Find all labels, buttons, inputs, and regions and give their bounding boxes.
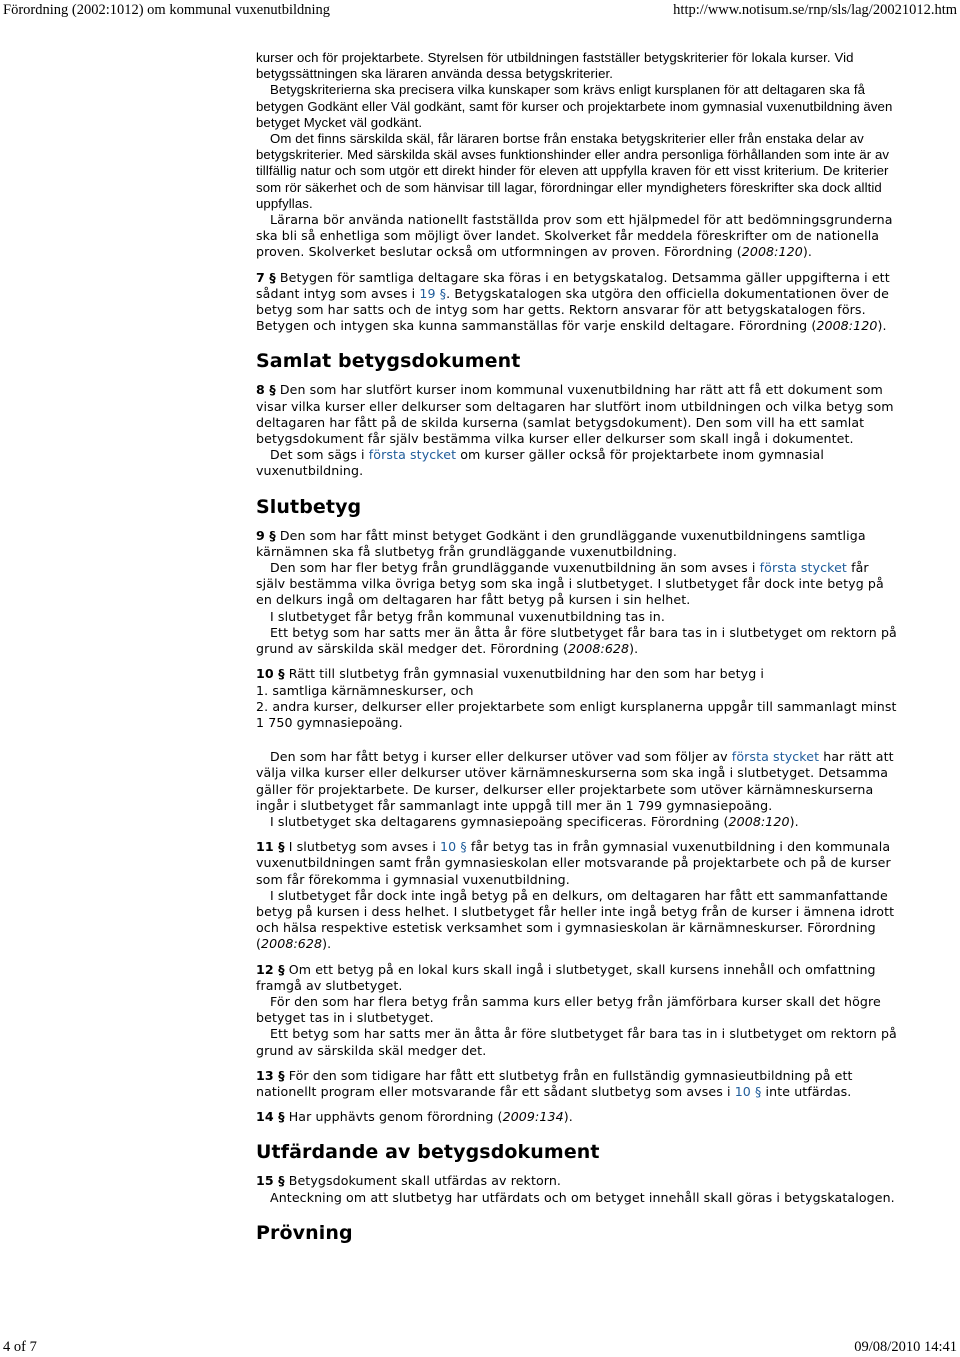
section-15: 15 § Betygsdokument skall utfärdas av rektorn.: [256, 1173, 562, 1189]
sfs-reference: 2008:628: [261, 936, 323, 952]
print-timestamp: 09/08/2010 14:41: [854, 1339, 957, 1355]
paragraph: Det som sägs i första stycket om kurser gäller också för projektarbete inom gymnasial vuxenutbildning.: [256, 447, 824, 479]
paragraph: Anteckning om att slutbetyg har utfärdats och om betyget innehåll skall göras i betygskatalogen.: [270, 1189, 895, 1205]
paragraph-link[interactable]: första stycket: [731, 749, 820, 765]
page-url[interactable]: http://www.notisum.se/rnp/sls/lag/20021012.htm: [673, 2, 957, 18]
paragraph: Betygskriterierna ska precisera vilka kunskaper som krävs enligt kursplanen för att deltagaren ska få betygen Godkänt eller Väl godkänt, samt för kurser och projektarbete inom gymnasial vuxenutbildning även betyget Mycket väl godkänt.: [256, 82, 893, 130]
sfs-reference: 2009:134: [502, 1109, 564, 1125]
section-heading: Samlat betygsdokument: [256, 350, 521, 373]
paragraph: För den som har flera betyg från samma kurs eller betyg från jämförbara kurser skall det högre betyget tas in i slutbetyget.: [256, 993, 881, 1026]
sfs-reference: 2008:120: [816, 318, 878, 334]
sfs-reference: 2008:120: [728, 813, 790, 829]
section-9: 9 § Den som har fått minst betyget Godkänt i den grundläggande vuxenutbildningens samtliga kärnämnen ska få slutbetyg från grundläggande vuxenutbildning.: [256, 527, 866, 559]
section-heading: Utfärdande av betygsdokument: [256, 1141, 600, 1164]
list-item: 1. samtliga kärnämneskurser, och: [256, 682, 474, 698]
paragraph: Den som har fler betyg från grundläggande vuxenutbildning än som avses i första stycket får själv bestämma vilka övriga betyg som ska ingå i slutbetyget. I slutbetyget får dock inte betyg på en delkurs ingå om deltagaren har fått betyg på kursen i sin helhet.: [256, 560, 884, 608]
section-number: 10 §: [256, 666, 285, 682]
section-link[interactable]: 10 §: [440, 839, 467, 855]
section-number: 9 §: [256, 527, 276, 543]
sfs-reference: 2008:120: [741, 244, 803, 260]
section-10: 10 § Rätt till slutbetyg från gymnasial vuxenutbildning har den som har betyg i: [256, 666, 764, 682]
section-number: 12 §: [256, 961, 285, 977]
paragraph: Lärarna bör använda nationellt fastställda prov som ett hjälpmedel för att bedömningsgrunderna ska bli så enhetliga som möjligt över landet. Skolverket får meddela föreskrifter om de nationella proven. Skolverket beslutar också om utformningen av proven. Förordning (2008:120).: [256, 212, 893, 260]
section-11: 11 § I slutbetyg som avses i 10 § får betyg tas in från gymnasial vuxenutbildning i den kommunala vuxenutbildningen samt från gymnasieskolan eller motsvarande på projektarbete och på de kurser som får förekomma i gymnasial vuxenutbildning.: [256, 839, 891, 887]
page-number: 4 of 7: [3, 1339, 37, 1355]
section-heading: Slutbetyg: [256, 495, 362, 518]
paragraph: kurser och för projektarbete. Styrelsen för utbildningen fastställer betygskriterier för lokala kurser. Vid betygssättningen ska läraren använda dessa betygskriterier.: [256, 50, 854, 82]
section-13: 13 § För den som tidigare har fått ett slutbetyg från en fullständig gymnasieutbildning på ett nationellt program eller motsvarande får ett sådant slutbetyg som avses i 10 § inte utfärdas.: [256, 1067, 853, 1099]
paragraph: Om det finns särskilda skäl, får läraren bortse från enstaka betygskriterier eller från enstaka delar av betygskriterier. Med särskilda skäl avses funktionshinder eller andra personliga förhållanden som inte är av tillfällig natur och som utgör ett direkt hinder för eleven att uppfylla kraven för ett visst kriterium. De kriterier som rör säkerhet och de som hänvisar till lagar, förordningar eller myndigheters föreskrifter ska dock alltid uppfyllas.: [256, 131, 890, 211]
section-number: 7 §: [256, 269, 276, 285]
section-heading: Prövning: [256, 1221, 353, 1244]
paragraph: I slutbetyget får dock inte ingå betyg på en delkurs, om deltagaren har fått ett sammanfattande betyg på kursen i dess helhet. I slutbetyget får heller inte ingå betyg från de kurser i ämnena idrott och hälsa respektive estetisk verksamhet som i gymnasieskolan är kärnämneskurser. Förordning (2008:628).: [256, 887, 895, 952]
paragraph: I slutbetyget ska deltagarens gymnasiepoäng specificeras. Förordning (2008:120).: [270, 813, 799, 829]
paragraph: Den som har fått betyg i kurser eller delkurser utöver vad som följer av första stycket har rätt att välja vilka kurser eller delkurser utöver kärnämneskurserna som ska ingå i slutbetyget. Detsamma gäller för projektarbete. De kurser, delkurser eller projektarbete som utöver kärnämneskurserna ingår i slutbetyget får sammanlagt inte uppgå till mer än 1 799 gymnasiepoäng.: [256, 749, 894, 813]
section-number: 14 §: [256, 1109, 285, 1125]
paragraph-link[interactable]: första stycket: [759, 560, 847, 576]
section-number: 11 §: [256, 839, 285, 855]
list-item: 2. andra kurser, delkurser eller projektarbete som enligt kursplanerna uppgår till sammanlagt minst 1 750 gymnasiepoäng.: [256, 698, 897, 730]
paragraph: I slutbetyget får betyg från kommunal vuxenutbildning tas in.: [270, 608, 665, 624]
paragraph: Ett betyg som har satts mer än åtta år före slutbetyget får bara tas in i slutbetyget om rektorn på grund av särskilda skäl medger det.: [256, 1026, 897, 1058]
document-title: Förordning (2002:1012) om kommunal vuxenutbildning: [3, 2, 331, 18]
section-number: 8 §: [256, 382, 276, 398]
section-7: 7 § Betygen för samtliga deltagare ska föras i en betygskatalog. Detsamma gäller uppgifterna i ett sådant intyg som avses i 19 §. Betygskatalogen ska utgöra den officiella dokumentationen över de betyg som har satts och de intyg som har getts. Rektorn ansvarar för att betygskatalogen förs. Betygen och intygen ska kunna sammanställas för varje enskild deltagare. Förordning (2008:120).: [256, 269, 890, 334]
section-link[interactable]: 19 §: [419, 285, 447, 301]
print-header: [0, 0, 960, 20]
sfs-reference: 2008:628: [568, 641, 630, 657]
section-number: 13 §: [256, 1067, 285, 1083]
section-12: 12 § Om ett betyg på en lokal kurs skall ingå i slutbetyget, skall kursens innehåll och omfattning framgå av slutbetyget.: [256, 961, 876, 993]
paragraph: Ett betyg som har satts mer än åtta år före slutbetyget får bara tas in i slutbetyget om rektorn på grund av särskilda skäl medger det. Förordning (2008:628).: [256, 624, 897, 657]
section-number: 15 §: [256, 1173, 285, 1189]
section-link[interactable]: 10 §: [734, 1083, 762, 1099]
section-14: 14 § Har upphävts genom förordning (2009:134).: [256, 1109, 573, 1125]
section-8: 8 § Den som har slutfört kurser inom kommunal vuxenutbildning har rätt att få ett dokument som visar vilka kurser eller delkurser som deltagaren har slutfört inom utbildningen och vilka betyg som deltagaren har fått på de skilda kurserna (samlat betygsdokument). Den som vill ha ett samlat betygsdokument får själv bestämma vilka kurser eller delkurser som skall ingå i dokumentet.: [256, 382, 894, 447]
print-footer: [0, 1337, 960, 1357]
document-body: [256, 50, 900, 1298]
paragraph-link[interactable]: första stycket: [368, 447, 457, 463]
